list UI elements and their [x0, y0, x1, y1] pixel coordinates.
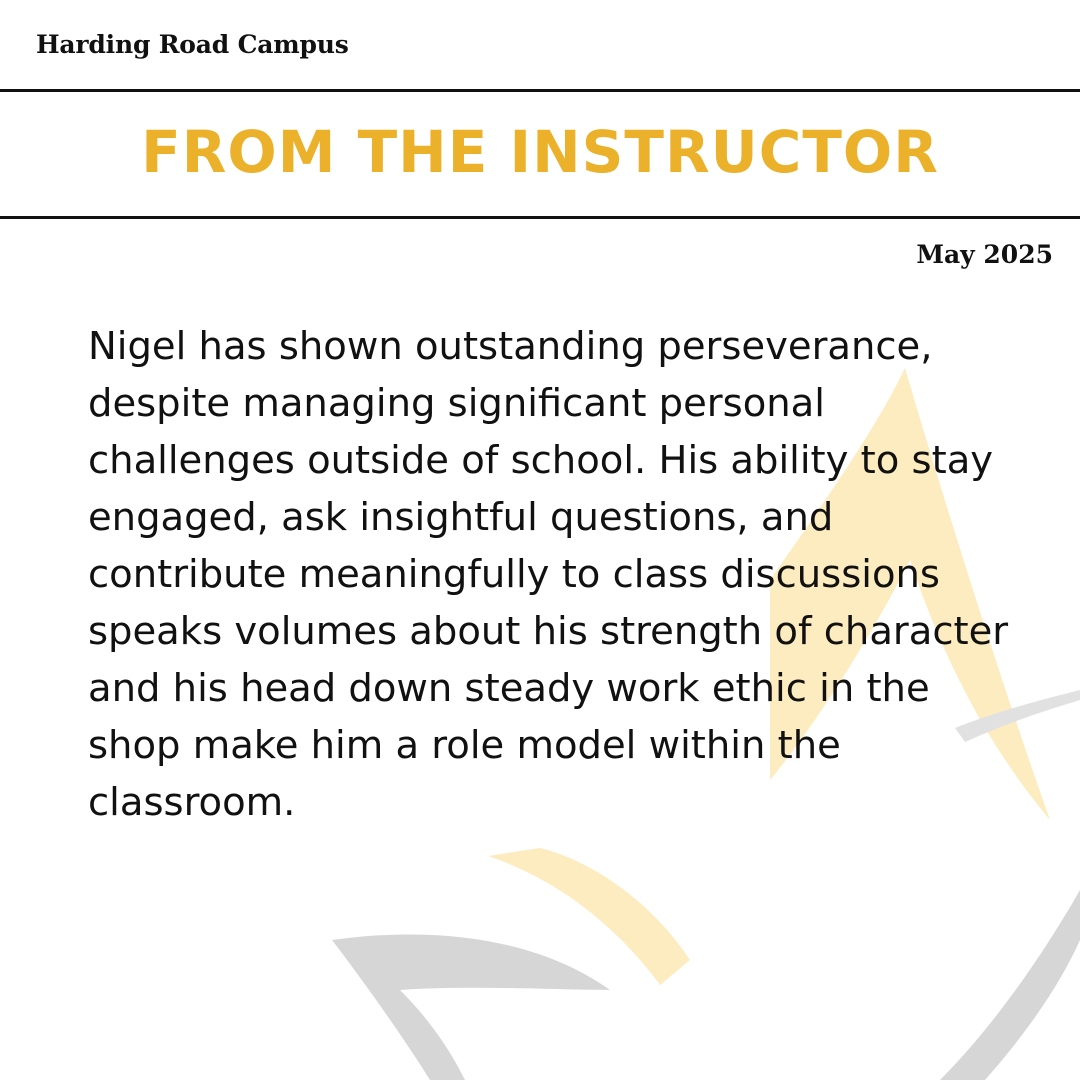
campus-name: Harding Road Campus [36, 30, 349, 59]
issue-date: May 2025 [916, 240, 1053, 269]
watermark-gray-swoosh [332, 934, 610, 1080]
instructor-quote: Nigel has shown outstanding perseverance, despite managing significant personal challenges outside of school. His ability to stay engaged, ask insightful questions, and contribute meaningfully to class discussions speaks volumes about his strength of character and his head down steady work ethic in the shop make him a role model within the classroom. [88, 324, 1009, 825]
header-divider-top [0, 89, 1080, 92]
page-title: FROM THE INSTRUCTOR [141, 118, 939, 186]
watermark-gray-arc [940, 890, 1080, 1080]
header-divider-bottom [0, 216, 1080, 219]
